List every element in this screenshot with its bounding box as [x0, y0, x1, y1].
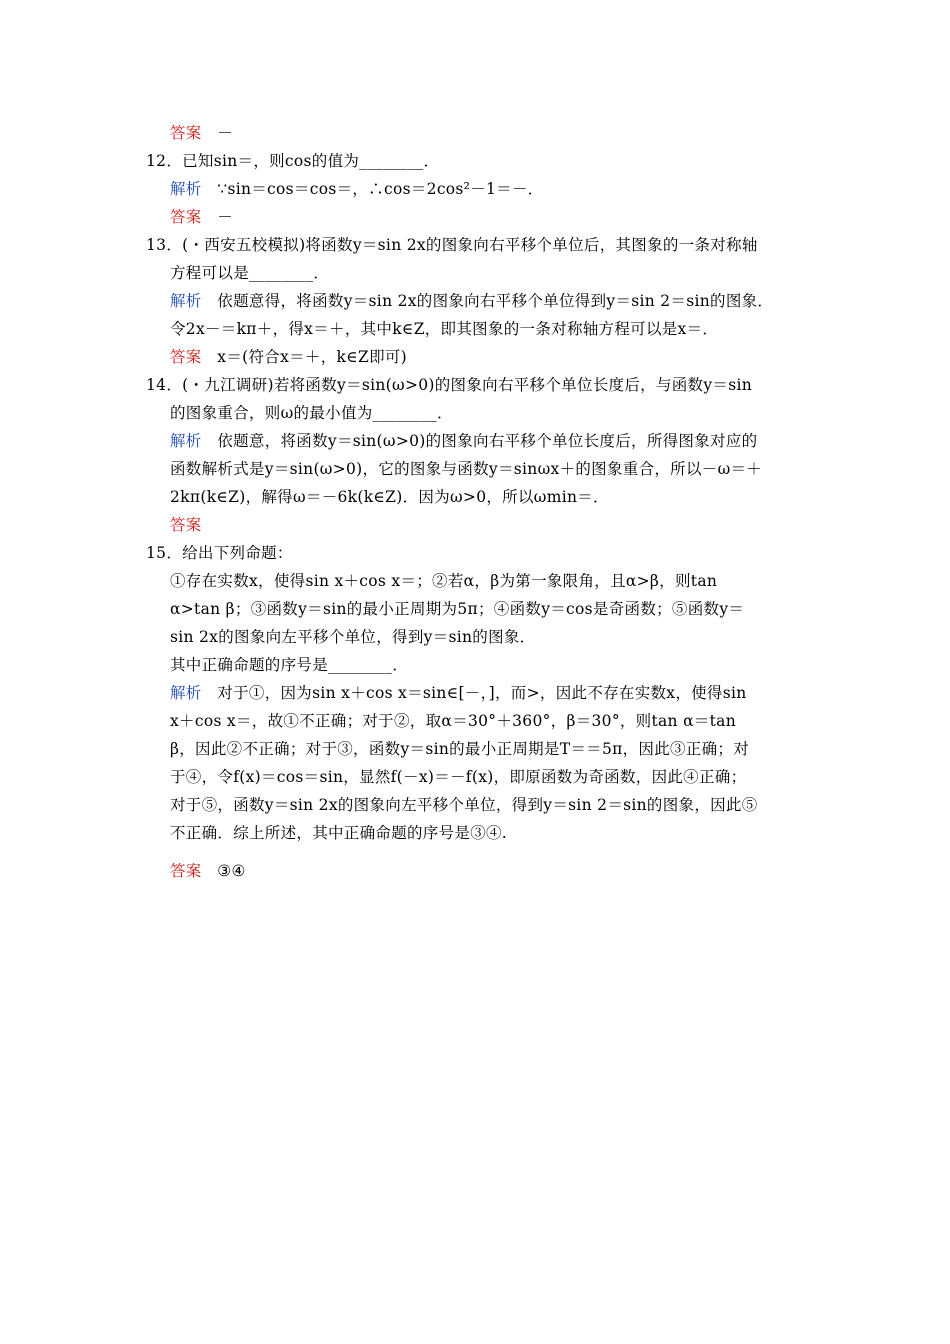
q12-answer-line	[170, 207, 233, 227]
q14-number: 14．	[146, 376, 183, 394]
q12-jiexi-text: ∵sin＝cos＝cos＝，∴cos＝2cos²－1＝－．	[217, 180, 544, 198]
q12-number: 12．	[146, 152, 183, 170]
q13-question-line2: 方程可以是________．	[170, 264, 330, 282]
q15-intro-text: 给出下列命题：	[182, 544, 293, 562]
q15-intro	[146, 543, 293, 563]
q11-answer-line	[170, 123, 233, 143]
q15-jiexi-line1	[170, 683, 747, 703]
q12-text: 已知sin＝，则cos的值为________．	[182, 152, 440, 170]
jiexi-label: 解析	[170, 180, 202, 198]
q15-number: 15．	[146, 544, 183, 562]
q15-items-line1: ①存在实数x，使得sin x＋cos x＝；②若α，β为第一象限角，且α>β，则tan	[170, 572, 718, 590]
answer-label: 答案	[170, 208, 202, 226]
q14-question-line2: 的图象重合，则ω的最小值为________．	[170, 404, 453, 422]
answer-label: 答案	[170, 862, 202, 880]
answer-label: 答案	[170, 516, 202, 534]
q13-jiexi-line1	[170, 291, 773, 311]
q13-answer-line	[170, 347, 407, 367]
q15-jiexi-line3: β，因此②不正确；对于③，函数y＝sin的最小正周期是T＝＝5π，因此③正确；对	[170, 740, 750, 758]
q15-jiexi-text: 对于①，因为sin x＋cos x＝sin∈[－，]，而>，因此不存在实数x，使得sin	[217, 684, 747, 702]
q15-answer-line	[170, 861, 246, 881]
answer-label: 答案	[170, 348, 202, 366]
q13-question-line1	[146, 235, 758, 255]
q14-text: (・九江调研)若将函数y＝sin(ω>0)的图象向右平移个单位长度后，与函数y＝sin	[182, 376, 753, 394]
jiexi-label: 解析	[170, 292, 202, 310]
q13-text: (・西安五校模拟)将函数y＝sin 2x的图象向右平移个单位后，其图象的一条对称轴	[182, 236, 758, 254]
q15-items-line3: sin 2x的图象向左平移个单位，得到y＝sin的图象．	[170, 628, 536, 646]
q14-jiexi-line2: 函数解析式是y＝sin(ω>0)，它的图象与函数y＝sinωx＋的图象重合，所以－ω＝＋	[170, 460, 763, 478]
q14-jiexi-text: 依题意，将函数y＝sin(ω>0)的图象向右平移个单位长度后，所得图象对应的	[217, 432, 758, 450]
q12-jiexi	[170, 179, 544, 199]
q15-question: 其中正确命题的序号是________．	[170, 656, 409, 674]
q13-jiexi-text: 依题意得，将函数y＝sin 2x的图象向右平移个单位得到y＝sin 2＝sin的图象．	[217, 292, 774, 310]
q15-answer: ③④	[217, 862, 246, 880]
jiexi-label: 解析	[170, 684, 202, 702]
q14-question-line1	[146, 375, 752, 395]
q13-jiexi-line2: 令2x－＝kπ＋，得x＝＋，其中k∈Z，即其图象的一条对称轴方程可以是x＝．	[170, 320, 719, 338]
q15-jiexi-line2: x＋cos x＝，故①不正确；对于②，取α＝30°＋360°，β＝30°，则tan α＝tan	[170, 712, 736, 730]
q14-jiexi-line3: 2kπ(k∈Z)，解得ω＝－6k(k∈Z)．因为ω>0，所以ωmin＝．	[170, 488, 609, 506]
q13-answer: x＝(符合x＝＋，k∈Z即可)	[217, 348, 408, 366]
q15-jiexi-line6: 不正确．综上所述，其中正确命题的序号是③④.	[170, 824, 508, 842]
jiexi-label: 解析	[170, 432, 202, 450]
q15-jiexi-line4: 于④，令f(x)＝cos＝sin，显然f(－x)＝－f(x)，即原函数为奇函数，因此④正确；	[170, 768, 747, 786]
q12-answer: －	[217, 208, 234, 226]
q12-question	[146, 151, 439, 171]
q13-number: 13．	[146, 236, 183, 254]
q14-jiexi-line1	[170, 431, 757, 451]
q15-jiexi-line5: 对于⑤，函数y＝sin 2x的图象向左平移个单位，得到y＝sin 2＝sin的图象，因此⑤	[170, 796, 758, 814]
q14-answer-line	[170, 515, 217, 535]
q11-answer: －	[217, 124, 234, 142]
q15-items-line2: α>tan β；③函数y＝sin的最小正周期为5π；④函数y＝cos是奇函数；⑤函数y＝	[170, 600, 745, 618]
answer-label: 答案	[170, 124, 202, 142]
